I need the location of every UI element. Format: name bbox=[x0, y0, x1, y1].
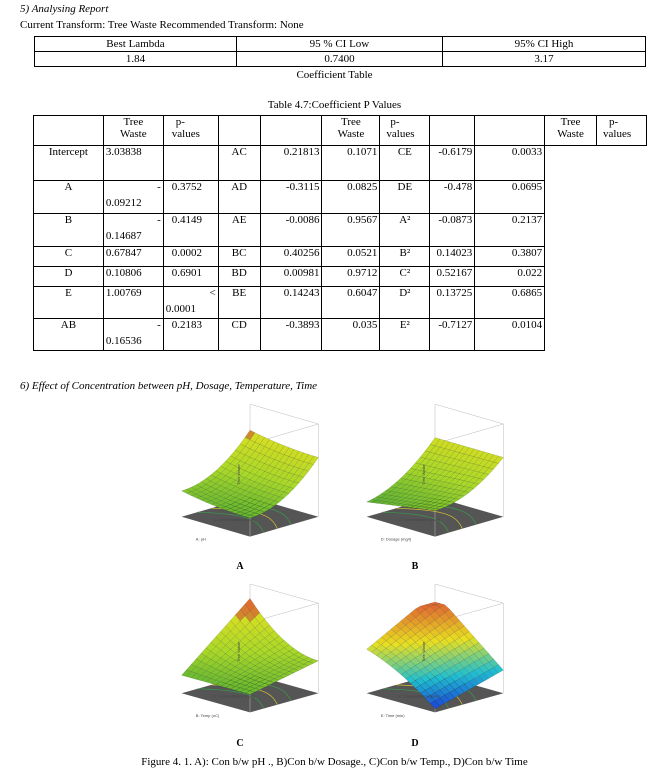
tree-waste-value: 0.16536 bbox=[105, 335, 142, 347]
table-spacer bbox=[430, 116, 475, 146]
table-row bbox=[34, 247, 647, 267]
term-cell: B bbox=[34, 214, 104, 247]
header-blank bbox=[475, 116, 545, 146]
section-5-heading: 5) Analysing Report bbox=[20, 3, 109, 15]
tree-waste-cell: 0.14243 bbox=[260, 287, 322, 319]
x-axis-label: A: pH bbox=[195, 536, 206, 542]
tree-waste-cell: 0.40256 bbox=[260, 247, 322, 267]
term-cell: AD bbox=[218, 181, 260, 214]
x-axis-label: E: Time (min) bbox=[380, 712, 405, 718]
section-6-heading: 6) Effect of Concentration between pH, Dosage, Temperature, Time bbox=[20, 380, 318, 392]
surface-plot-c bbox=[160, 578, 340, 738]
header-tree-waste: Tree Waste bbox=[545, 116, 597, 146]
header-blank bbox=[260, 116, 322, 146]
z-axis-label: Tree Waste bbox=[421, 464, 426, 485]
p-value-cell: 0.022 bbox=[475, 267, 545, 287]
z-axis-label: Tree Waste bbox=[236, 641, 241, 662]
p-value-cell: 0.0104 bbox=[475, 319, 545, 351]
table-row bbox=[34, 181, 647, 214]
term-cell: CE bbox=[380, 146, 430, 181]
tree-waste-cell: 0.67847 bbox=[103, 247, 163, 267]
p-value-cell: 0.2137 bbox=[475, 214, 545, 247]
header-p-values: p- values bbox=[597, 116, 647, 146]
tree-waste-cell bbox=[103, 214, 163, 247]
p-value: 0.0001 bbox=[165, 303, 197, 315]
table-row bbox=[34, 267, 647, 287]
tree-waste-cell: 0.10806 bbox=[103, 267, 163, 287]
tree-waste-cell: 0.52167 bbox=[430, 267, 475, 287]
lambda-header-ci-low: 95 % CI Low bbox=[236, 37, 442, 52]
tree-waste-cell: -0.0086 bbox=[260, 214, 322, 247]
tree-waste-cell: 0.14023 bbox=[430, 247, 475, 267]
p-value-cell: 0.1071 bbox=[322, 146, 380, 181]
tree-waste-cell: -0.7127 bbox=[430, 319, 475, 351]
term-cell: AB bbox=[34, 319, 104, 351]
header-p-values: p- values bbox=[163, 116, 218, 146]
surface-plot-a bbox=[160, 398, 340, 563]
header-p-values: p- values bbox=[380, 116, 430, 146]
term-cell: AE bbox=[218, 214, 260, 247]
tree-waste-cell: 0.13725 bbox=[430, 287, 475, 319]
surface-plot-b bbox=[345, 398, 525, 563]
coefficient-p-values-table bbox=[33, 115, 647, 351]
term-cell: AC bbox=[218, 146, 260, 181]
term-cell: BC bbox=[218, 247, 260, 267]
p-value-cell: 0.6047 bbox=[322, 287, 380, 319]
z-axis-label: Tree Waste bbox=[421, 641, 426, 662]
panel-label-d: D bbox=[411, 738, 419, 749]
lambda-header-best: Best Lambda bbox=[35, 37, 237, 52]
p-value-cell: 0.9712 bbox=[322, 267, 380, 287]
minus-sign: - bbox=[157, 214, 161, 226]
term-cell: D bbox=[34, 267, 104, 287]
figure-caption: Figure 4. 1. A): Con b/w pH ., B)Con b/w Dosage., C)Con b/w Temp., D)Con b/w Time bbox=[141, 756, 528, 768]
tree-waste-cell: 0.00981 bbox=[260, 267, 322, 287]
term-cell: D² bbox=[380, 287, 430, 319]
surface-plot-d bbox=[345, 578, 525, 738]
table-row bbox=[34, 319, 647, 351]
tree-waste-cell: -0.0873 bbox=[430, 214, 475, 247]
term-cell: E bbox=[34, 287, 104, 319]
term-cell: BD bbox=[218, 267, 260, 287]
z-axis-label: Tree Waste bbox=[236, 464, 241, 485]
y-axis-label: C: Concentration (ppm) bbox=[213, 516, 256, 522]
minus-sign: - bbox=[157, 319, 161, 331]
lambda-header-ci-high: 95% CI High bbox=[442, 37, 645, 52]
p-value-cell: 0.0825 bbox=[322, 181, 380, 214]
term-cell: E² bbox=[380, 319, 430, 351]
p-value-cell bbox=[163, 146, 218, 181]
p-value-cell bbox=[163, 287, 218, 319]
term-cell: CD bbox=[218, 319, 260, 351]
lambda-value-ci-low: 0.7400 bbox=[236, 52, 442, 67]
term-cell: C bbox=[34, 247, 104, 267]
tree-waste-value: 0.14687 bbox=[105, 230, 142, 242]
tree-waste-cell: 0.21813 bbox=[260, 146, 322, 181]
term-cell: A² bbox=[380, 214, 430, 247]
p-value-cell: 0.2183 bbox=[163, 319, 218, 351]
tree-waste-cell: 1.00769 bbox=[103, 287, 163, 319]
term-cell: BE bbox=[218, 287, 260, 319]
p-value-cell: 0.6901 bbox=[163, 267, 218, 287]
p-value-cell: 0.3752 bbox=[163, 181, 218, 214]
tree-waste-cell: -0.6179 bbox=[430, 146, 475, 181]
lambda-table bbox=[34, 36, 646, 67]
table-spacer bbox=[218, 116, 260, 146]
p-value-cell: 0.4149 bbox=[163, 214, 218, 247]
table-row bbox=[34, 287, 647, 319]
coefficient-table-caption: Coefficient Table bbox=[296, 69, 373, 81]
panel-label-b: B bbox=[411, 561, 419, 572]
tree-waste-value: 0.09212 bbox=[105, 197, 142, 209]
y-axis-label: C: Concentration (ppm) bbox=[398, 693, 441, 699]
p-value-cell: 0.035 bbox=[322, 319, 380, 351]
lambda-value-best: 1.84 bbox=[35, 52, 237, 67]
table-header-row bbox=[34, 116, 647, 146]
header-tree-waste: Tree Waste bbox=[103, 116, 163, 146]
table-row bbox=[34, 146, 647, 181]
tree-waste-cell bbox=[103, 181, 163, 214]
p-value-cell: 0.6865 bbox=[475, 287, 545, 319]
minus-sign: - bbox=[157, 181, 161, 193]
table-row bbox=[34, 214, 647, 247]
less-than-sign: < bbox=[209, 287, 216, 299]
tree-waste-cell: 3.03838 bbox=[103, 146, 163, 181]
table-title: Table 4.7:Coefficient P Values bbox=[267, 99, 402, 111]
term-cell: B² bbox=[380, 247, 430, 267]
term-cell: C² bbox=[380, 267, 430, 287]
header-tree-waste: Tree Waste bbox=[322, 116, 380, 146]
transform-line: Current Transform: Tree Waste Recommended Transform: None bbox=[20, 19, 304, 31]
tree-waste-cell: -0.3893 bbox=[260, 319, 322, 351]
tree-waste-cell: -0.478 bbox=[430, 181, 475, 214]
p-value-cell: 0.9567 bbox=[322, 214, 380, 247]
header-blank bbox=[34, 116, 104, 146]
p-value-cell: 0.0521 bbox=[322, 247, 380, 267]
lambda-value-ci-high: 3.17 bbox=[442, 52, 645, 67]
term-cell: DE bbox=[380, 181, 430, 214]
term-cell: A bbox=[34, 181, 104, 214]
p-value-cell: 0.3807 bbox=[475, 247, 545, 267]
p-value-cell: 0.0002 bbox=[163, 247, 218, 267]
term-cell: Intercept bbox=[34, 146, 104, 181]
panel-label-c: C bbox=[236, 738, 244, 749]
x-axis-label: B: Temp (oC) bbox=[195, 712, 220, 718]
p-value-cell: 0.0695 bbox=[475, 181, 545, 214]
x-axis-label: D: Dosage (mg/l) bbox=[380, 536, 412, 542]
tree-waste-cell: -0.3115 bbox=[260, 181, 322, 214]
tree-waste-cell bbox=[103, 319, 163, 351]
panel-label-a: A bbox=[236, 561, 244, 572]
y-axis-label: C: Concentration (ppm) bbox=[213, 693, 256, 699]
p-value-cell: 0.0033 bbox=[475, 146, 545, 181]
y-axis-label: C: Concentration (ppm) bbox=[398, 516, 441, 522]
